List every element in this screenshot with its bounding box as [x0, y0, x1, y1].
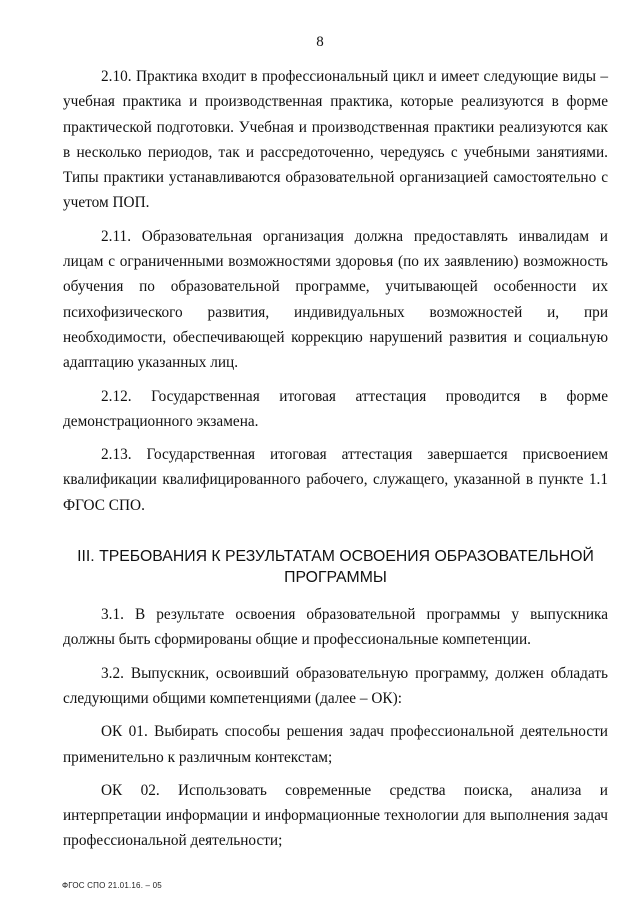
document-body [63, 64, 608, 862]
paragraph-2-13: 2.13. Государственная итоговая аттестация завершается присвоением квалификации квалифицированного рабочего, служащего, указанной в пункте 1.1 ФГОС СПО. [63, 446, 608, 514]
paragraph-ok-01: ОК 01. Выбирать способы решения задач профессиональной деятельности применительно к различным контекстам; [63, 723, 608, 766]
section-heading: III. ТРЕБОВАНИЯ К РЕЗУЛЬТАТАМ ОСВОЕНИЯ ОБРАЗОВАТЕЛЬНОЙ ПРОГРАММЫ [77, 548, 594, 587]
page-number: 8 [316, 34, 324, 50]
paragraph-3-2: 3.2. Выпускник, освоивший образовательную программу, должен обладать следующими общими компетенциями (далее – ОК): [63, 664, 608, 707]
paragraph-ok-02: ОК 02. Использовать современные средства поиска, анализа и интерпретации информации и информационные технологии для выполнения задач профессиональной деятельности; [63, 781, 608, 850]
paragraph-2-12: 2.12. Государственная итоговая аттестация проводится в форме демонстрационного экзамена. [63, 387, 608, 430]
paragraph-2-11: 2.11. Образовательная организация должна предоставлять инвалидам и лицам с ограниченными возможностями здоровья (по их заявлению) возможность обучения по образовательной программе, учитывающей особенности их психофизического развития, индивидуальных возможностей и, при необходимости, обеспечивающей коррекцию нарушений развития и социальную адаптацию указанных лиц. [63, 227, 608, 372]
footer-document-code: ФГОС СПО 21.01.16. – 05 [62, 881, 162, 890]
paragraph-3-1: 3.1. В результате освоения образовательной программы у выпускника должны быть сформированы общие и профессиональные компетенции. [63, 606, 608, 649]
paragraph-2-10: 2.10. Практика входит в профессиональный цикл и имеет следующие виды – учебная практика и производственная практика, которые реализуются в форме практической подготовки. Учебная и производственная практики реализуются как в несколько периодов, так и рассредоточенно, чередуясь с учебными занятиями. Типы практики устанавливаются образовательной организацией самостоятельно с учетом ПОП. [63, 68, 608, 212]
